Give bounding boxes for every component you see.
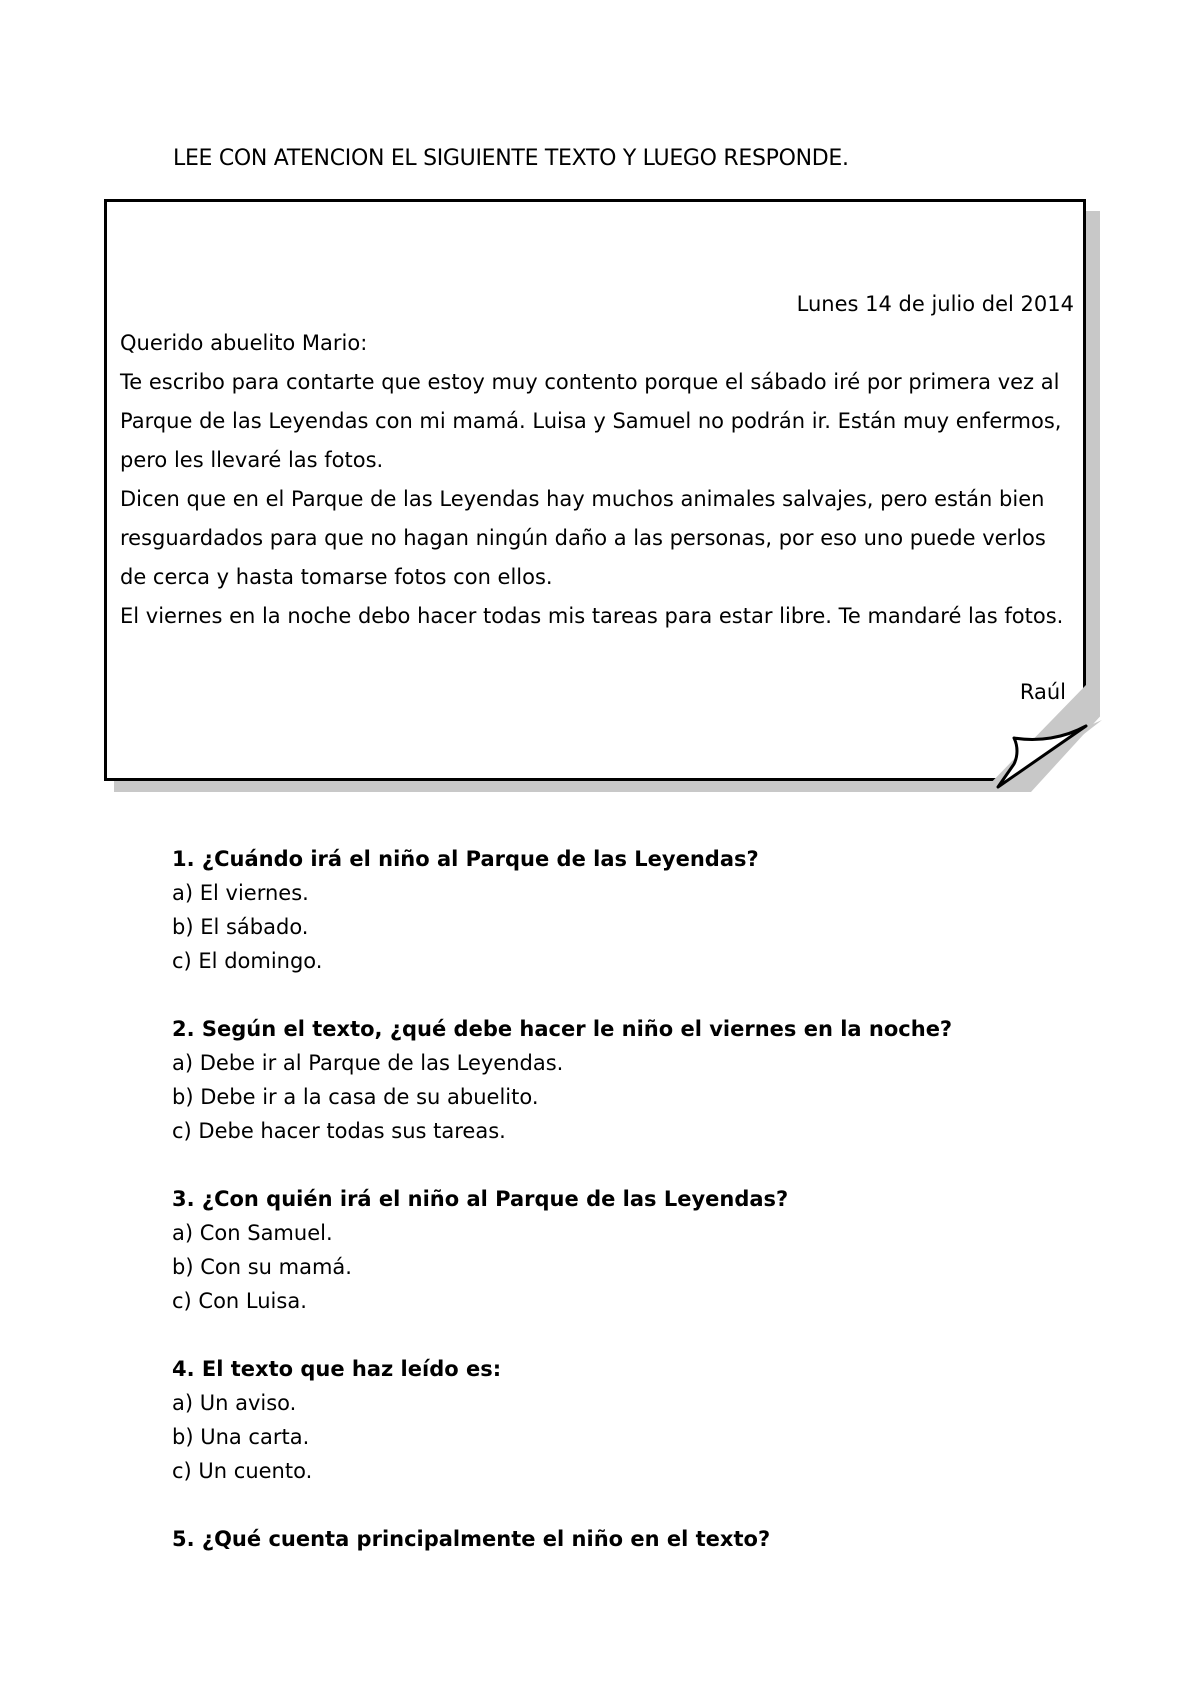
letter-date: Lunes 14 de julio del 2014 xyxy=(796,292,1074,316)
answer-option: c) Debe hacer todas sus tareas. xyxy=(172,1119,506,1143)
letter-paragraph: El viernes en la noche debo hacer todas mis tareas para estar libre. Te mandaré las fotos. xyxy=(120,604,1064,628)
answer-option: a) Debe ir al Parque de las Leyendas. xyxy=(172,1051,564,1075)
answer-option: b) Una carta. xyxy=(172,1425,310,1449)
answer-option: c) El domingo. xyxy=(172,949,323,973)
question-title: 4. El texto que haz leído es: xyxy=(172,1357,502,1381)
answer-option: b) Con su mamá. xyxy=(172,1255,352,1279)
answer-option: a) El viernes. xyxy=(172,881,309,905)
question xyxy=(172,1182,1072,1318)
answer-option: a) Un aviso. xyxy=(172,1391,297,1415)
question-title: 2. Según el texto, ¿qué debe hacer le niño el viernes en la noche? xyxy=(172,1017,953,1041)
answer-option: c) Con Luisa. xyxy=(172,1289,307,1313)
answer-option: b) El sábado. xyxy=(172,915,309,939)
question-title: 1. ¿Cuándo irá el niño al Parque de las Leyendas? xyxy=(172,847,759,871)
page-heading: LEE CON ATENCION EL SIGUIENTE TEXTO Y LUEGO RESPONDE. xyxy=(173,146,849,171)
question xyxy=(172,842,1072,978)
letter-paragraph: Te escribo para contarte que estoy muy contento porque el sábado iré por primera vez al Parque de las Leyendas con mi mamá. Luisa y Samuel no podrán ir. Están muy enfermos, pero les llevaré las fotos. xyxy=(120,370,1062,472)
question-list xyxy=(172,842,1072,1590)
answer-option: c) Un cuento. xyxy=(172,1459,313,1483)
question xyxy=(172,1012,1072,1148)
answer-option: a) Con Samuel. xyxy=(172,1221,333,1245)
answer-option: b) Debe ir a la casa de su abuelito. xyxy=(172,1085,539,1109)
letter-greeting: Querido abuelito Mario: xyxy=(120,331,368,355)
letter-signature: Raúl xyxy=(1019,680,1066,704)
page-curl-icon xyxy=(984,720,1104,790)
question-title: 5. ¿Qué cuenta principalmente el niño en el texto? xyxy=(172,1527,771,1551)
question xyxy=(172,1522,1072,1556)
letter-paragraph: Dicen que en el Parque de las Leyendas hay muchos animales salvajes, pero están bien resguardados para que no hagan ningún daño a las personas, por eso uno puede verlos de cerca y hasta tomarse fotos con ellos. xyxy=(120,487,1046,589)
question-title: 3. ¿Con quién irá el niño al Parque de las Leyendas? xyxy=(172,1187,789,1211)
question xyxy=(172,1352,1072,1488)
